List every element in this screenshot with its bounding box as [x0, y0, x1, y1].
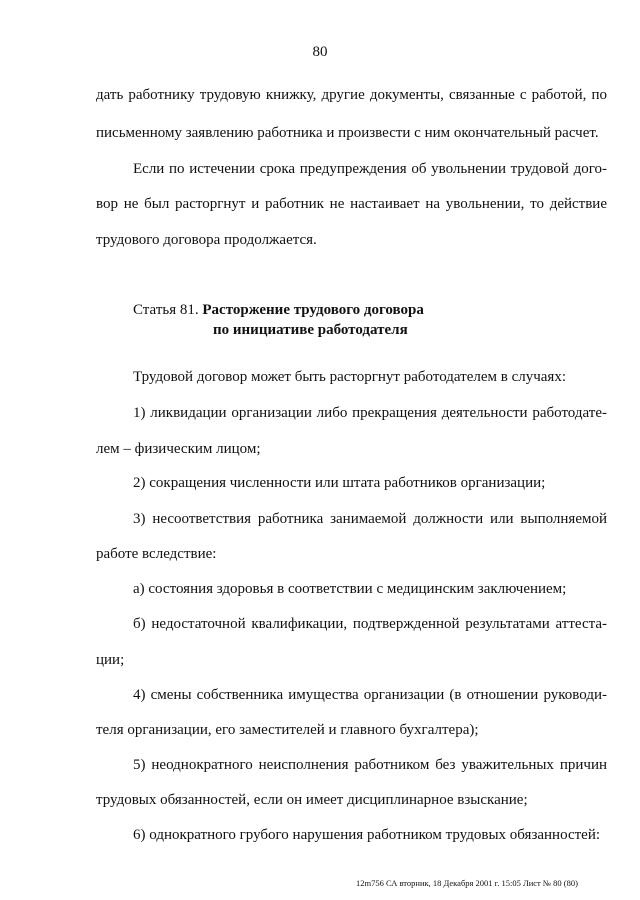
- item-1-line-2: лем – физическим лицом;: [96, 441, 261, 457]
- item-3a: а) состояния здоровья в соответствии с медицинским заключением;: [133, 581, 567, 597]
- notice-line-3: трудового договора продолжается.: [96, 232, 317, 248]
- article-heading: [133, 300, 424, 338]
- item-6: 6) однократного грубого нарушения работником трудовых обязанностей:: [133, 827, 601, 843]
- item-4-line-1: 4) смены собственника имущества организации (в отношении руководи-: [133, 687, 607, 703]
- item-3-line-1: 3) несоответствия работника занимаемой должности или выполняемой: [133, 511, 607, 527]
- notice-line-1: Если по истечении срока предупреждения об увольнении трудовой дого-: [133, 161, 607, 177]
- print-footer: 12m756 СА вторник, 18 Декабря 2001 г. 15:05 Лист № 80 (80): [356, 878, 578, 888]
- item-2: 2) сокращения численности или штата работников организации;: [133, 475, 546, 491]
- item-5-line-1: 5) неоднократного неисполнения работником без уважительных причин: [133, 757, 607, 773]
- page-number: 80: [312, 44, 328, 60]
- article-title-line-1: Расторжение трудового договора: [202, 302, 424, 318]
- notice-line-2: вор не был расторгнут и работник не настаивает на увольнении, то действие: [96, 196, 607, 212]
- item-3-line-2: работе вследствие:: [96, 546, 217, 562]
- body-intro: Трудовой договор может быть расторгнут работодателем в случаях:: [133, 369, 567, 385]
- intro-line-2: письменному заявлению работника и произвести с ним окончательный расчет.: [96, 125, 599, 141]
- article-title-line-2: по инициативе работодателя: [213, 322, 408, 338]
- article-number: Статья 81.: [133, 302, 199, 318]
- item-3b-line-1: б) недостаточной квалификации, подтвержденной результатами аттеста-: [133, 616, 607, 632]
- intro-line-1: дать работнику трудовую книжку, другие документы, связанные с работой, по: [96, 87, 607, 103]
- item-1-line-1: 1) ликвидации организации либо прекращения деятельности работодате-: [133, 405, 607, 421]
- item-4-line-2: теля организации, его заместителей и главного бухгалтера);: [96, 722, 479, 738]
- item-3b-line-2: ции;: [96, 652, 125, 668]
- item-5-line-2: трудовых обязанностей, если он имеет дисциплинарное взыскание;: [96, 792, 528, 808]
